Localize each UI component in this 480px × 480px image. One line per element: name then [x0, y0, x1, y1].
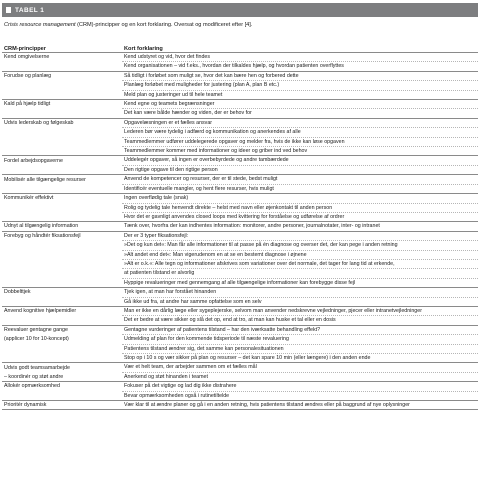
explanation-cell: »Det og kun det«: Man får alle informationer til at passe på én diagnose og overser det, der kan pege i anden retning: [122, 241, 478, 250]
principle-cell: – koordinér og støt andre: [4, 373, 64, 380]
principle-cell: [2, 269, 122, 278]
table-row: [2, 147, 478, 156]
principle-cell: Forebyg og håndtér fiksationsfejl: [2, 231, 122, 240]
explanation-cell: Anerkend og støt hinanden i teamet: [122, 372, 478, 381]
principle-cell: [2, 297, 122, 306]
explanation-cell: Rolig og tydelig tale henvendt direkte – helst med navn eller øjenkontakt til anden person: [122, 203, 478, 212]
principle-cell: Dobbelttjek: [2, 288, 122, 297]
table-row: [2, 184, 478, 193]
principle-cell: [2, 62, 122, 71]
table-row: [2, 391, 478, 400]
explanation-cell: Gå ikke ud fra, at andre har samme opfattelse som en selv: [122, 297, 478, 306]
principle-cell: Udvis godt teamsamarbejde: [2, 363, 122, 372]
explanation-cell: Opgavelæsningen er et fælles ansvar: [122, 118, 478, 127]
principle-cell: Kald på hjælp tidligt: [2, 100, 122, 109]
table-row: [2, 71, 478, 80]
explanation-cell: Udmelding af plan for den kommende tidsperiode til næste revaluering: [122, 335, 478, 344]
header-marker-icon: [6, 7, 11, 13]
principle-cell: Udvis lederskab og følgeskab: [2, 118, 122, 127]
caption-italic: Crisis resource management: [4, 22, 76, 28]
table-row: [2, 269, 478, 278]
table-row: [2, 297, 478, 306]
table-row: [2, 241, 478, 250]
explanation-cell: Kend udstyret og vid, hvor det findes: [124, 54, 210, 60]
table-row: [2, 354, 478, 363]
principle-cell: [2, 241, 122, 250]
principle-cell: [2, 250, 122, 259]
table-row: [2, 250, 478, 259]
principle-cell: Udnyt al tilgængelig information: [2, 222, 122, 231]
table-row: [2, 53, 478, 62]
explanation-cell: Stop op i 10 s og vær sikker på plan og resurser – det kan spare 10 min (eller længere) i den anden ende: [122, 354, 478, 363]
principle-cell: [2, 128, 122, 137]
explanation-cell: Ingen overflødig tale (snak): [122, 194, 478, 203]
principle-cell: [2, 259, 122, 268]
table-row: [2, 335, 478, 344]
table-row: [2, 382, 478, 391]
explanation-cell: Så tidligt i forløbet som muligt se, hvor det kan bære hen og forbered dette: [122, 71, 478, 80]
principle-cell: Reevaluer gentagne gange: [2, 325, 122, 334]
table-row: [2, 306, 478, 315]
principle-cell: [2, 391, 122, 400]
principle-cell: [2, 109, 122, 118]
table-row: [2, 259, 478, 268]
explanation-cell: at patienten tilstand er alvorlig: [122, 269, 478, 278]
explanation-cell: Vær et helt team, der arbejder sammen om et fælles mål: [122, 363, 478, 372]
table-row: [2, 156, 478, 165]
table-row: [2, 278, 478, 287]
table-row: [2, 118, 478, 127]
principle-cell: Prioritér dynamisk: [2, 401, 122, 410]
table-row: [2, 128, 478, 137]
explanation-cell: Kend organisationen – vid f.eks., hvordan der tilkaldes hjælp, og hvordan patienten overflyttes: [122, 62, 478, 71]
explanation-cell: »Alt er o.k.«: Alle tegn og informationer afskrives som variationer over det normale, det tager for lang tid at erkende,: [122, 259, 478, 268]
explanation-cell: Den rigtige opgave til den rigtige person: [122, 165, 478, 174]
principle-cell: Mobilisér alle tilgængelige resurser: [2, 175, 122, 184]
column-header-principles: CRM-principper: [2, 41, 122, 53]
table-row: [2, 100, 478, 109]
table-row: [2, 372, 478, 381]
principle-cell: [2, 278, 122, 287]
column-header-explanation: Kort forklaring: [122, 41, 478, 53]
table-row: [2, 288, 478, 297]
explanation-cell: Teammedlemmer kommer med informationer og ideer og griber ind ved behov: [122, 147, 478, 156]
principle-cell: Anvend kognitive hjælpemidler: [2, 306, 122, 315]
principle-cell: Fordel arbejdsopgaverne: [2, 156, 122, 165]
table-row: [2, 222, 478, 231]
principle-cell: Kend omgivelserne: [4, 54, 50, 61]
explanation-cell: Vær klar til at ændre planer og gå i en anden retning, hvis patientens tilstand ændres eller på baggrund af nye oplysninger: [122, 401, 478, 410]
crm-table: [2, 41, 478, 410]
table-row: [2, 363, 478, 372]
explanation-cell: Lederen bør være tydelig i adfærd og kommunikation og anerkendes af alle: [122, 128, 478, 137]
table-row: [2, 175, 478, 184]
table-row: [2, 137, 478, 146]
principle-cell: [2, 137, 122, 146]
explanation-cell: Man er ikke en dårlig læge eller sygeplejerske, selvom man anvender nedskrevne vejledninger, pjecer eller intranetvejledninger: [122, 306, 478, 315]
principle-cell: [2, 90, 122, 99]
principle-cell: [2, 184, 122, 193]
principle-cell: [2, 165, 122, 174]
table-row: [2, 316, 478, 325]
explanation-cell: Planlæg forløbet med muligheder for justering (plan A, plan B etc.): [122, 81, 478, 90]
principle-cell: [2, 147, 122, 156]
table-row: [2, 90, 478, 99]
explanation-cell: Teammedlemmer udfører uddelegerede opgaver og melder fra, hvis de ikke kan løse opgaven: [122, 137, 478, 146]
principle-cell: [2, 203, 122, 212]
explanation-cell: Identificér eventuelle mangler, og hent flere resurser, hvis muligt: [122, 184, 478, 193]
table-title: TABEL 1: [15, 6, 45, 14]
explanation-cell: »Alt andet end det«: Man vigerudenom en at se en bestemt diagnose i øjnene: [122, 250, 478, 259]
explanation-cell: Det er bedre at være sikker og slå det op, end at tro, at man kan huske et tal eller en dosis: [122, 316, 478, 325]
principle-cell: [2, 81, 122, 90]
explanation-cell: Det kan være bålde hænder og viden, der er behov for: [122, 109, 478, 118]
principle-cell: [2, 344, 122, 353]
table-row: [2, 325, 478, 334]
principle-cell: [2, 316, 122, 325]
table-body: [2, 53, 478, 410]
table-row: [2, 109, 478, 118]
explanation-cell: Gentagne vurderinger af patientens tilstand – har den iværksatte behandling effekt?: [122, 325, 478, 334]
explanation-cell: Meld plan og justeringer ud til hele teamet: [122, 90, 478, 99]
explanation-cell: Der er 3 typer fiksationsfejl:: [122, 231, 478, 240]
table-header-bar: [2, 3, 478, 17]
explanation-cell: Hvor det er gavnligt anvendes closed loops med kvittering for forståelse og udførelse af ordrer: [122, 212, 478, 221]
explanation-cell: Bevar opmærksomheden også i rutinetiltelde: [122, 391, 478, 400]
explanation-cell: Patientens tilstand ændrer sig, det samme kan personalesituationen: [122, 344, 478, 353]
principle-cell: [2, 212, 122, 221]
table-row: [2, 203, 478, 212]
table-row: [2, 194, 478, 203]
explanation-cell: Uddelegér opgaver, så ingen er overbebyrdede og andre tambærdede: [122, 156, 478, 165]
table-row: [2, 81, 478, 90]
explanation-cell: Anvend de kompetencer og resurser, der er til stede, bedst muligt: [122, 175, 478, 184]
explanation-cell: Fokuser på det vigtige og lad dig ikke distrahere: [122, 382, 478, 391]
table-row: [2, 165, 478, 174]
caption-text: (CRM)-principper og en kort forklaring. Oversat og modificeret efter [4].: [75, 22, 253, 28]
principle-cell: [2, 354, 122, 363]
principle-cell: Allokér opmærksomhed: [2, 382, 122, 391]
table-row: [2, 401, 478, 410]
table-row: [2, 62, 478, 71]
table-row: [2, 212, 478, 221]
table-header-row: [2, 41, 478, 53]
table-caption: [4, 22, 476, 29]
explanation-cell: Tjek igen, at man har forstået hinanden: [122, 288, 478, 297]
principle-cell: (applicer 10 for 10-koncept): [4, 336, 69, 343]
table-row: [2, 344, 478, 353]
principle-cell: Forudse og planlæg: [2, 71, 122, 80]
explanation-cell: Tænk over, hvorfra der kan indhentes information: monitorer, andre personer, journalnotater, inter- og intranet: [122, 222, 478, 231]
principle-cell: Kommunikér effektivt: [2, 194, 122, 203]
explanation-cell: Hyppige revalueringer med gennemgang af alle tilgængelige informationer kan forebygge disse fejl: [122, 278, 478, 287]
table-row: [2, 231, 478, 240]
explanation-cell: Kend egne og teamets begrænsninger: [122, 100, 478, 109]
